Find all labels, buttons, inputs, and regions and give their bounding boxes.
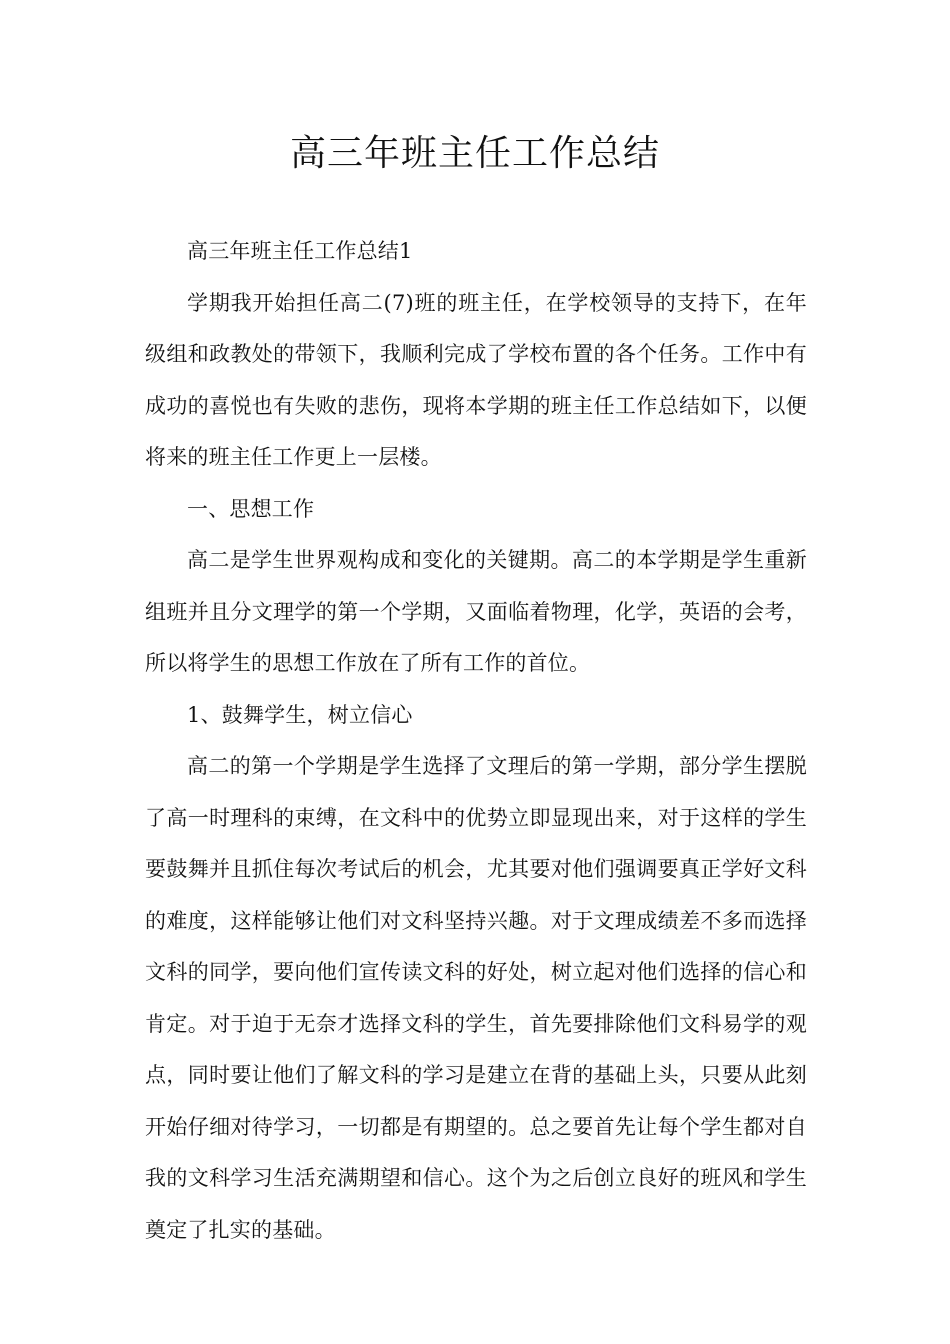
- section-heading-1: 高三年班主任工作总结1: [187, 239, 413, 263]
- encourage-students-paragraph: 高二的第一个学期是学生选择了文理后的第一学期，部分学生摆脱了高一时理科的束缚，在文科中的优势立即显现出来，对于这样的学生要鼓舞并且抓住每次考试后的机会，尤其要对他们强调要真正学好文科的难度，这样能够让他们对文科坚持兴趣。对于文理成绩差不多而选择文科的同学，要向他们宣传读文科的好处，树立起对他们选择的信心和肯定。对于迫于无奈才选择文科的学生，首先要排除他们文科易学的观点，同时要让他们了解文科的学习是建立在背的基础上头，只要从此刻开始仔细对待学习，一切都是有期望的。总之要首先让每个学生都对自我的文科学习生活充满期望和信心。这个为之后创立良好的班风和学生奠定了扎实的基础。: [145, 754, 807, 1242]
- document-title: 高三年班主任工作总结: [289, 133, 660, 174]
- document-body: [145, 226, 807, 1256]
- thought-work-paragraph: 高二是学生世界观构成和变化的关键期。高二的本学期是学生重新组班并且分文理学的第一个学期，又面临着物理，化学，英语的会考，所以将学生的思想工作放在了所有工作的首位。: [145, 548, 807, 675]
- section-heading-thought-work: 一、思想工作: [187, 496, 315, 521]
- subheading-encourage-students: 1、鼓舞学生，树立信心: [187, 702, 413, 727]
- intro-paragraph: 学期我开始担任高二(7)班的班主任，在学校领导的支持下，在年级组和政教处的带领下，我顺利完成了学校布置的各个任务。工作中有成功的喜悦也有失败的悲伤，现将本学期的班主任工作总结如下，以便将来的班主任工作更上一层楼。: [145, 290, 807, 469]
